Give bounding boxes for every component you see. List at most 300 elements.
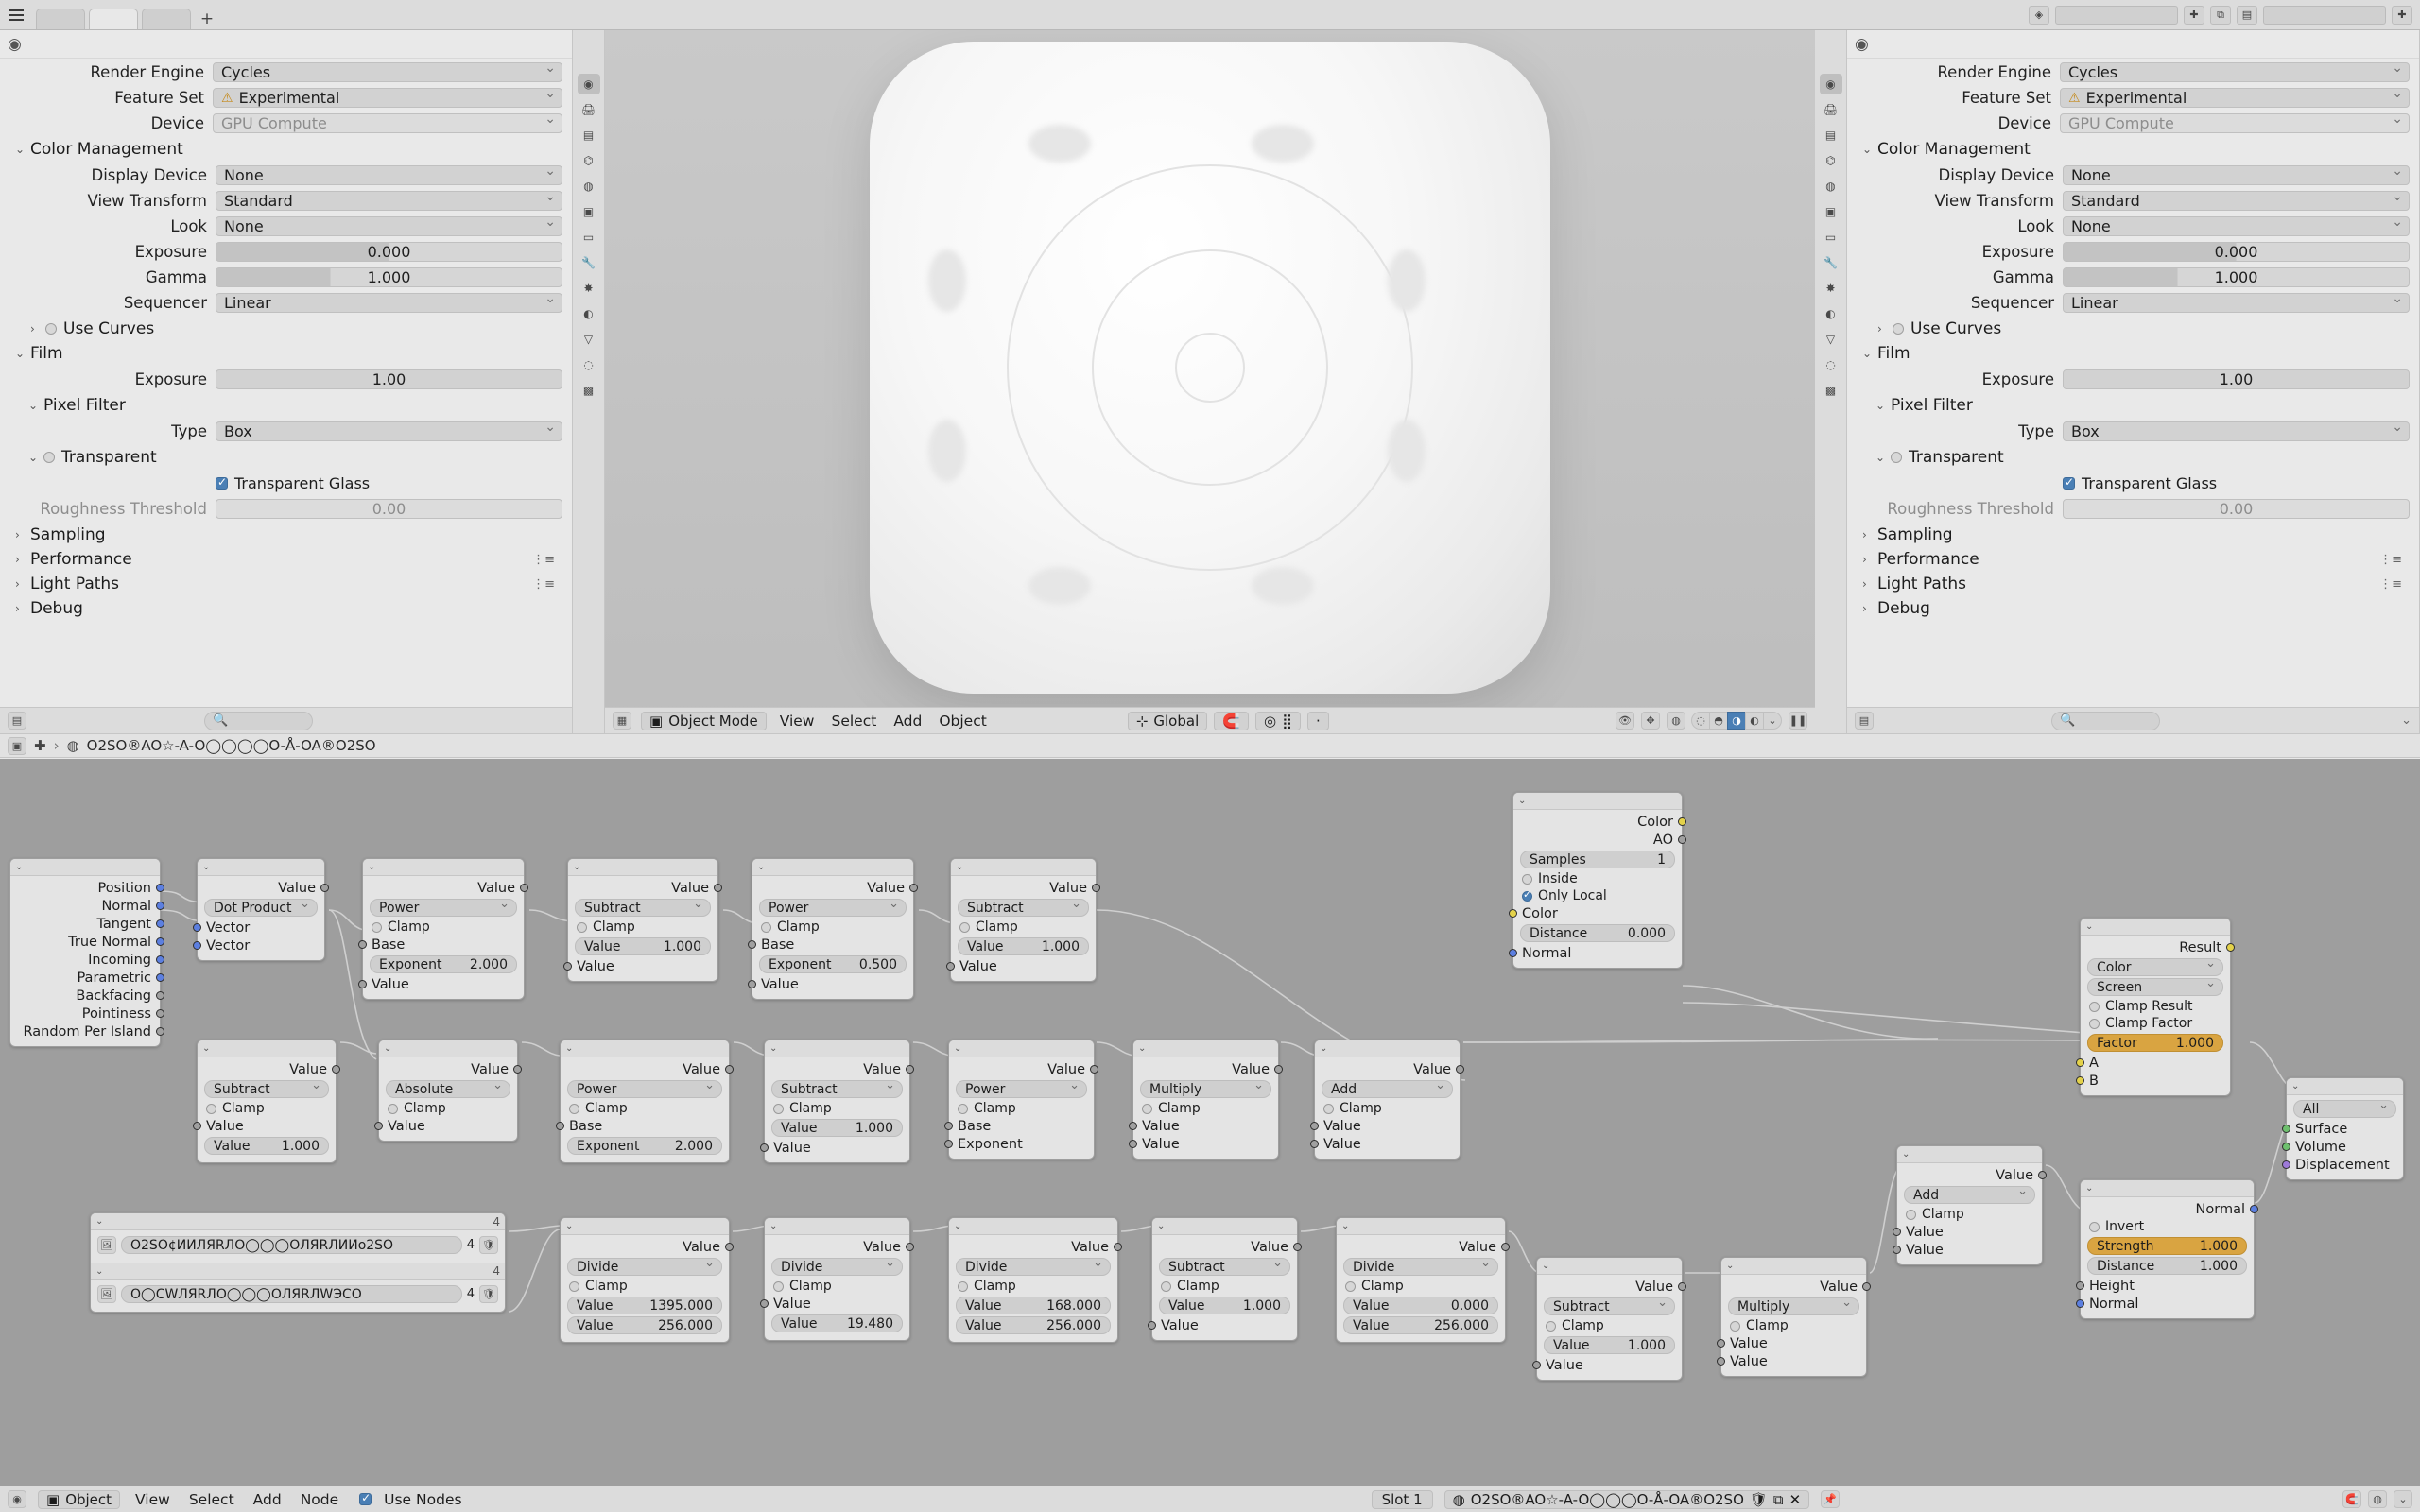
node-math-subtract-e[interactable] <box>1151 1217 1298 1341</box>
image-users-count-2[interactable]: 4 <box>466 1287 475 1301</box>
tab-particles-right[interactable]: ✸ <box>1825 282 1836 295</box>
clamp-checkbox[interactable] <box>1323 1104 1334 1114</box>
node-header[interactable] <box>198 859 324 876</box>
node-header[interactable] <box>765 1218 909 1235</box>
node-geometry[interactable] <box>9 858 161 1047</box>
clamp-row[interactable]: Clamp <box>1133 1100 1278 1117</box>
clamp-checkbox[interactable] <box>1730 1321 1740 1332</box>
operation-dropdown[interactable]: Subtract ⌄ <box>958 899 1089 917</box>
image-users-count-1[interactable]: 4 <box>466 1238 475 1252</box>
node-math-power-b[interactable] <box>752 858 914 1000</box>
clamp-row[interactable]: Clamp <box>949 1278 1117 1295</box>
section-transparent[interactable] <box>0 445 572 470</box>
node-header[interactable] <box>951 859 1096 876</box>
section-light-paths-right[interactable] <box>1847 572 2419 596</box>
clamp-row[interactable]: Clamp <box>198 1100 336 1117</box>
socket-value-in-1[interactable]: Value <box>1721 1334 1866 1352</box>
tab-collection-right[interactable]: ▣ <box>1824 205 1837 218</box>
tab-world-left[interactable]: ◍ <box>583 180 594 193</box>
performance-extra-icon[interactable]: ⋮≡ <box>532 552 555 567</box>
operation-dropdown[interactable]: Divide ⌄ <box>771 1258 903 1276</box>
socket-value-out[interactable]: Value <box>561 1060 729 1078</box>
section-performance[interactable] <box>0 547 572 572</box>
operation-dropdown[interactable]: Add ⌄ <box>1904 1186 2035 1204</box>
filter-type-dropdown-right[interactable]: Box ⌄ <box>2063 421 2410 441</box>
clamp-checkbox[interactable] <box>206 1104 216 1114</box>
socket-color-in[interactable]: Color <box>1513 904 1682 922</box>
image-icon-2[interactable]: 🖼 <box>97 1285 116 1303</box>
tab-world-right[interactable]: ◍ <box>1825 180 1836 193</box>
add-icon-breadcrumb[interactable]: ✚ <box>34 737 46 754</box>
socket-value-in[interactable]: Value <box>363 975 524 993</box>
socket-value-out[interactable]: Value <box>949 1238 1117 1256</box>
tab-constraints-right[interactable]: ▽ <box>1825 333 1836 346</box>
socket-normal-out[interactable]: Normal <box>2081 1200 2254 1218</box>
section-film[interactable] <box>0 341 572 366</box>
socket-value-out[interactable]: Value <box>1537 1278 1682 1296</box>
viewport-menu-view[interactable]: View <box>779 712 815 730</box>
clamp-row[interactable]: Clamp <box>1897 1206 2042 1223</box>
socket-result-out[interactable]: Result <box>2081 938 2230 956</box>
socket-value-out[interactable]: Value <box>1152 1238 1297 1256</box>
use-nodes-toggle[interactable] <box>359 1491 461 1508</box>
node-menu-node[interactable]: Node <box>300 1490 339 1508</box>
exponent-field[interactable]: Exponent 2.000 <box>370 955 517 973</box>
socket-value-out[interactable]: Value <box>949 1060 1094 1078</box>
node-math-divide-b[interactable] <box>764 1217 910 1341</box>
gizmo-icon[interactable]: ✥ <box>1641 712 1660 730</box>
socket-parametric[interactable]: Parametric <box>10 969 160 987</box>
tab-data-left[interactable]: ◌ <box>583 358 594 371</box>
socket-value-out[interactable]: Value <box>1721 1278 1866 1296</box>
node-bump[interactable] <box>2080 1179 2255 1319</box>
tab-scene-left[interactable]: ⌬ <box>583 154 594 167</box>
main-menu-icon[interactable] <box>0 0 32 30</box>
socket-value-in[interactable]: Value <box>568 957 717 975</box>
socket-base[interactable]: Base <box>752 936 913 954</box>
new-scene-icon[interactable]: ✚ <box>2184 6 2204 25</box>
socket-true-normal[interactable]: True Normal <box>10 933 160 951</box>
clamp-checkbox[interactable] <box>569 1281 579 1292</box>
section-debug[interactable] <box>0 596 572 621</box>
node-header[interactable] <box>1721 1258 1866 1275</box>
socket-value-in-2[interactable]: Value <box>1897 1241 2042 1259</box>
socket-value-out[interactable]: Value <box>363 879 524 897</box>
node-header[interactable] <box>363 859 524 876</box>
operation-dropdown[interactable]: Divide ⌄ <box>567 1258 722 1276</box>
section-debug-right[interactable] <box>1847 596 2419 621</box>
render-engine-dropdown-right[interactable]: Cycles ⌄ <box>2060 62 2410 82</box>
socket-value-out[interactable]: Value <box>951 879 1096 897</box>
clamp-checkbox[interactable] <box>958 1281 968 1292</box>
clamp-row[interactable]: Clamp <box>951 919 1096 936</box>
node-vector-math-dot-product[interactable] <box>197 858 325 961</box>
exposure-slider-cm[interactable]: 0.000 <box>216 242 562 262</box>
value-field-1[interactable]: Value 0.000 <box>1343 1297 1498 1314</box>
value-field-1[interactable]: Value 1.000 <box>958 937 1089 955</box>
status-extra-icon-right[interactable]: ⌄ <box>2401 713 2411 728</box>
operation-dropdown[interactable]: Power ⌄ <box>567 1080 722 1098</box>
render-engine-dropdown[interactable]: Cycles ⌄ <box>213 62 562 82</box>
clamp-row[interactable]: Clamp <box>765 1100 909 1117</box>
operation-dropdown[interactable]: Divide ⌄ <box>1343 1258 1498 1276</box>
editor-type-icon-viewport[interactable]: ▦ <box>613 712 631 730</box>
tab-physics-left[interactable]: ◐ <box>583 307 594 320</box>
clamp-checkbox[interactable] <box>388 1104 398 1114</box>
socket-value-in[interactable]: Value <box>765 1295 909 1313</box>
shading-rendered-button[interactable]: ◐ <box>1745 712 1764 730</box>
node-math-divide-d[interactable] <box>1336 1217 1506 1343</box>
clamp-checkbox[interactable] <box>577 922 587 933</box>
exponent-field[interactable]: Exponent 0.500 <box>759 955 907 973</box>
tab-material-right[interactable]: ▩ <box>1824 384 1837 397</box>
sequencer-dropdown[interactable]: Linear ⌄ <box>216 293 562 313</box>
clamp-row[interactable]: Clamp <box>568 919 717 936</box>
viewport-canvas[interactable] <box>605 30 1815 733</box>
operation-dropdown[interactable]: Power ⌄ <box>956 1080 1087 1098</box>
tab-modifier-left[interactable]: 🔧 <box>581 256 596 269</box>
socket-incoming[interactable]: Incoming <box>10 951 160 969</box>
interaction-mode-dropdown[interactable] <box>641 712 767 730</box>
node-header[interactable] <box>561 1218 729 1235</box>
add-workspace-button[interactable]: + <box>199 9 215 28</box>
value-field-1[interactable]: Value 1.000 <box>1159 1297 1290 1314</box>
socket-value-out[interactable]: Value <box>1897 1166 2042 1184</box>
invert-checkbox[interactable] <box>2089 1222 2100 1232</box>
clamp-checkbox[interactable] <box>1546 1321 1556 1332</box>
strength-field[interactable]: Strength 1.000 <box>2087 1237 2247 1255</box>
clamp-row[interactable]: Clamp <box>752 919 913 936</box>
tab-viewlayer-left[interactable]: ▤ <box>582 129 595 142</box>
node-header[interactable] <box>1133 1040 1278 1057</box>
section-light-paths[interactable] <box>0 572 572 596</box>
section-use-curves-right[interactable] <box>1847 317 2419 341</box>
viewport-menu-object[interactable]: Object <box>939 712 987 730</box>
transparent-checkbox-right[interactable] <box>1891 452 1902 463</box>
pin-icon[interactable]: 📌 <box>1821 1490 1840 1508</box>
node-math-subtract-f[interactable] <box>1536 1257 1683 1381</box>
overlay-icon-node[interactable]: ◍ <box>2368 1490 2387 1508</box>
socket-value-out[interactable]: Value <box>1337 1238 1505 1256</box>
socket-value-in-1[interactable]: Value <box>1133 1117 1278 1135</box>
clamp-row[interactable]: Clamp <box>949 1100 1094 1117</box>
section-sampling[interactable] <box>0 523 572 547</box>
film-exposure-field-right[interactable]: 1.00 <box>2063 369 2410 389</box>
socket-normal[interactable]: Normal <box>10 897 160 915</box>
node-math-divide-c[interactable] <box>948 1217 1118 1343</box>
operation-dropdown[interactable]: Multiply ⌄ <box>1140 1080 1271 1098</box>
clamp-row[interactable]: Clamp <box>1537 1317 1682 1334</box>
section-sampling-right[interactable] <box>1847 523 2419 547</box>
value-field-2[interactable]: Value 19.480 <box>771 1314 903 1332</box>
node-header[interactable] <box>10 859 160 876</box>
clamp-factor-checkbox[interactable] <box>2089 1019 2100 1029</box>
socket-value-out[interactable]: Value <box>568 879 717 897</box>
node-math-absolute[interactable] <box>378 1040 518 1142</box>
only-local-checkbox[interactable] <box>1522 891 1532 902</box>
socket-value-in[interactable]: Value <box>765 1139 909 1157</box>
clamp-result-checkbox[interactable] <box>2089 1002 2100 1012</box>
node-header[interactable] <box>1897 1146 2042 1163</box>
socket-value-out[interactable]: Value <box>1315 1060 1460 1078</box>
image-name-field-1[interactable]: O2SO¢ИИЛЯRЛО◯◯◯ОЛЯRЛИИо2SO <box>121 1236 462 1254</box>
socket-base[interactable]: Base <box>949 1117 1094 1135</box>
tab-collection-left[interactable]: ▣ <box>582 205 595 218</box>
properties-search-input-right[interactable] <box>2051 712 2160 730</box>
node-math-add-b[interactable] <box>1896 1145 2043 1265</box>
socket-value-in[interactable]: Value <box>1152 1316 1297 1334</box>
node-math-multiply-a[interactable] <box>1132 1040 1279 1160</box>
workspace-tab-2[interactable] <box>89 9 138 29</box>
socket-pointiness[interactable]: Pointiness <box>10 1005 160 1022</box>
operation-dropdown[interactable]: Add ⌄ <box>1322 1080 1453 1098</box>
clamp-row[interactable]: Clamp <box>561 1278 729 1295</box>
operation-dropdown[interactable]: Subtract ⌄ <box>204 1080 329 1098</box>
node-header[interactable] <box>752 859 913 876</box>
value-field-2[interactable]: Value 256.000 <box>956 1316 1111 1334</box>
operation-dropdown[interactable]: Dot Product ⌄ <box>204 899 318 917</box>
socket-value-in-2[interactable]: Value <box>1315 1135 1460 1153</box>
clamp-row[interactable]: Clamp <box>1721 1317 1866 1334</box>
node-material-output[interactable] <box>2286 1077 2404 1180</box>
overlays-icon[interactable]: ◍ <box>1667 712 1685 730</box>
node-math-power-a[interactable] <box>362 858 525 1000</box>
shading-material-button[interactable]: ◑ <box>1727 712 1746 730</box>
view-transform-dropdown[interactable]: Standard ⌄ <box>216 191 562 211</box>
properties-search-input-left[interactable] <box>204 712 313 730</box>
inside-checkbox[interactable] <box>1522 874 1532 885</box>
operation-dropdown[interactable]: Power ⌄ <box>759 899 907 917</box>
node-header[interactable] <box>561 1040 729 1057</box>
workspace-tab-1[interactable] <box>36 9 85 29</box>
socket-tangent[interactable]: Tangent <box>10 915 160 933</box>
shading-options-button[interactable]: ⌄ <box>1763 712 1782 730</box>
node-header[interactable] <box>949 1218 1117 1235</box>
socket-value-in[interactable]: Value <box>198 1117 336 1135</box>
clamp-checkbox[interactable] <box>1345 1281 1356 1292</box>
device-dropdown[interactable]: GPU Compute ⌄ <box>213 113 562 133</box>
data-type-dropdown[interactable]: Color ⌄ <box>2087 958 2223 976</box>
viewlayer-icon[interactable]: ▤ <box>2237 6 2257 25</box>
clamp-row[interactable]: Clamp <box>1152 1278 1297 1295</box>
socket-value-in[interactable]: Value <box>1537 1356 1682 1374</box>
performance-extra-icon-right[interactable]: ⋮≡ <box>2379 552 2402 567</box>
lightpaths-extra-icon[interactable]: ⋮≡ <box>532 576 555 592</box>
section-performance-right[interactable] <box>1847 547 2419 572</box>
operation-dropdown[interactable]: Subtract ⌄ <box>1159 1258 1290 1276</box>
socket-displacement-in[interactable]: Displacement <box>2287 1156 2403 1174</box>
samples-field[interactable]: Samples 1 <box>1520 850 1675 868</box>
operation-dropdown[interactable]: Subtract ⌄ <box>771 1080 903 1098</box>
shield-icon[interactable]: 🛡 <box>1749 1490 1768 1508</box>
look-dropdown[interactable]: None ⌄ <box>216 216 562 236</box>
socket-b-in[interactable]: B <box>2081 1072 2230 1090</box>
tab-object-left[interactable]: ▭ <box>582 231 595 244</box>
socket-value-out[interactable]: Value <box>198 1060 336 1078</box>
clamp-checkbox[interactable] <box>1906 1210 1916 1220</box>
blend-mode-dropdown[interactable]: Screen ⌄ <box>2087 978 2223 996</box>
node-header[interactable] <box>765 1040 909 1057</box>
clamp-checkbox[interactable] <box>1142 1104 1152 1114</box>
socket-exponent[interactable]: Exponent <box>949 1135 1094 1153</box>
socket-value-out[interactable]: Value <box>752 879 913 897</box>
socket-volume-in[interactable]: Volume <box>2287 1138 2403 1156</box>
node-math-multiply-b[interactable] <box>1720 1257 1867 1377</box>
clamp-checkbox[interactable] <box>761 922 771 933</box>
tab-output-left[interactable]: 🖨 <box>580 103 596 116</box>
socket-value-in[interactable]: Value <box>379 1117 517 1135</box>
tab-modifier-right[interactable]: 🔧 <box>1824 256 1838 269</box>
only-local-row[interactable]: ✓ Only Local <box>1513 887 1682 904</box>
socket-value-in-1[interactable]: Value <box>1315 1117 1460 1135</box>
clamp-row[interactable]: Clamp <box>561 1100 729 1117</box>
section-transparent-right[interactable] <box>1847 445 2419 470</box>
clamp-row[interactable]: Clamp <box>765 1278 909 1295</box>
socket-value-out[interactable]: Value <box>379 1060 517 1078</box>
clamp-row[interactable]: Clamp <box>1337 1278 1505 1295</box>
film-exposure-field[interactable]: 1.00 <box>216 369 562 389</box>
node-header[interactable] <box>949 1040 1094 1057</box>
clamp-checkbox[interactable] <box>959 922 970 933</box>
node-math-add-a[interactable] <box>1314 1040 1461 1160</box>
value-field-2[interactable]: Value 256.000 <box>1343 1316 1498 1334</box>
editor-type-icon-node[interactable]: ◉ <box>8 1490 26 1508</box>
socket-value-out[interactable]: Value <box>561 1238 729 1256</box>
editor-type-icon-left[interactable]: ▤ <box>8 712 26 730</box>
use-curves-checkbox-right[interactable] <box>1893 323 1904 335</box>
exponent-field[interactable]: Exponent 2.000 <box>567 1137 722 1155</box>
node-math-power-d[interactable] <box>948 1040 1095 1160</box>
factor-field[interactable]: Factor 1.000 <box>2087 1034 2223 1052</box>
shader-type-dropdown[interactable] <box>38 1490 120 1509</box>
look-dropdown-right[interactable]: None ⌄ <box>2063 216 2410 236</box>
socket-random-per-island[interactable]: Random Per Island <box>10 1022 160 1040</box>
use-nodes-checkbox[interactable] <box>359 1493 372 1505</box>
socket-value-out[interactable]: Value <box>765 1060 909 1078</box>
node-header[interactable] <box>91 1213 505 1230</box>
socket-backfacing[interactable]: Backfacing <box>10 987 160 1005</box>
clamp-checkbox[interactable] <box>958 1104 968 1114</box>
shader-node-editor[interactable] <box>0 759 2420 1512</box>
section-use-curves[interactable] <box>0 317 572 341</box>
clamp-checkbox[interactable] <box>372 922 382 933</box>
clamp-row[interactable]: Clamp <box>1315 1100 1460 1117</box>
gamma-slider-right[interactable]: 1.000 <box>2063 267 2410 287</box>
socket-normal-in[interactable]: Normal <box>2081 1295 2254 1313</box>
target-dropdown[interactable]: All ⌄ <box>2293 1100 2396 1118</box>
socket-vector-2[interactable]: Vector <box>198 936 324 954</box>
transform-orientation-dropdown[interactable] <box>1128 712 1207 730</box>
socket-base[interactable]: Base <box>363 936 524 954</box>
node-mix-rgb-screen[interactable] <box>2080 918 2231 1096</box>
image-icon-1[interactable]: 🖼 <box>97 1236 116 1254</box>
device-dropdown-right[interactable]: GPU Compute ⌄ <box>2060 113 2410 133</box>
section-color-management-right[interactable] <box>1847 137 2419 162</box>
node-header[interactable] <box>2081 1180 2254 1197</box>
tab-material-left[interactable]: ▩ <box>582 384 595 397</box>
value-field-2[interactable]: Value 1.000 <box>204 1137 329 1155</box>
socket-value-in-2[interactable]: Value <box>1721 1352 1866 1370</box>
socket-position[interactable]: Position <box>10 879 160 897</box>
feature-set-dropdown-right[interactable] <box>2060 88 2410 108</box>
clamp-row[interactable]: Clamp <box>363 919 524 936</box>
roughness-threshold-field-right[interactable]: 0.00 <box>2063 499 2410 519</box>
section-film-right[interactable] <box>1847 341 2419 366</box>
viewport-menu-add[interactable]: Add <box>893 712 923 730</box>
node-header[interactable] <box>198 1040 336 1057</box>
clamp-factor-row[interactable]: Clamp Factor <box>2081 1015 2230 1032</box>
snapping-toggle[interactable] <box>1214 712 1249 730</box>
value-field-1[interactable]: Value 1395.000 <box>567 1297 722 1314</box>
snap-icon-node[interactable]: 🧲 <box>2342 1490 2361 1508</box>
roughness-threshold-field[interactable]: 0.00 <box>216 499 562 519</box>
node-math-power-c[interactable] <box>560 1040 730 1163</box>
socket-height-in[interactable]: Height <box>2081 1277 2254 1295</box>
tab-constraints-left[interactable]: ▽ <box>583 333 594 346</box>
section-color-management[interactable] <box>0 137 572 162</box>
material-datablock[interactable] <box>1444 1490 1810 1509</box>
node-header[interactable] <box>568 859 717 876</box>
clamp-checkbox[interactable] <box>773 1104 784 1114</box>
add-viewlayer-icon[interactable]: ✚ <box>2392 6 2412 25</box>
feature-set-dropdown[interactable] <box>213 88 562 108</box>
clamp-checkbox[interactable] <box>1161 1281 1171 1292</box>
gamma-slider[interactable]: 1.000 <box>216 267 562 287</box>
proportional-edit-toggle[interactable] <box>1255 712 1301 730</box>
viewlayer-field[interactable] <box>2263 6 2386 25</box>
copy-scene-icon[interactable]: ⧉ <box>2210 6 2231 25</box>
node-menu-view[interactable]: View <box>135 1490 170 1508</box>
sequencer-dropdown-right[interactable]: Linear ⌄ <box>2063 293 2410 313</box>
transparent-glass-checkbox[interactable] <box>216 477 228 490</box>
node-header[interactable] <box>1513 793 1682 810</box>
operation-dropdown[interactable]: Divide ⌄ <box>956 1258 1111 1276</box>
operation-dropdown[interactable]: Power ⌄ <box>370 899 517 917</box>
transparent-checkbox[interactable] <box>43 452 55 463</box>
operation-dropdown[interactable]: Subtract ⌄ <box>575 899 711 917</box>
socket-a-in[interactable]: A <box>2081 1054 2230 1072</box>
clamp-checkbox[interactable] <box>773 1281 784 1292</box>
distance-field[interactable]: Distance 0.000 <box>1520 924 1675 942</box>
node-header[interactable] <box>2081 919 2230 936</box>
operation-dropdown[interactable]: Multiply ⌄ <box>1728 1297 1859 1315</box>
clamp-row[interactable]: Clamp <box>379 1100 517 1117</box>
shading-solid-button[interactable]: ◓ <box>1709 712 1728 730</box>
close-icon[interactable]: ✕ <box>1789 1490 1802 1508</box>
viewport-menu-select[interactable]: Select <box>831 712 877 730</box>
node-header[interactable] <box>379 1040 517 1057</box>
socket-value-in[interactable]: Value <box>951 957 1096 975</box>
socket-normal-in[interactable]: Normal <box>1513 944 1682 962</box>
socket-value-in-1[interactable]: Value <box>1897 1223 2042 1241</box>
node-header[interactable] <box>1315 1040 1460 1057</box>
socket-value-in[interactable]: Value <box>752 975 913 993</box>
node-math-subtract-d[interactable] <box>764 1040 910 1163</box>
node-menu-select[interactable]: Select <box>188 1490 234 1508</box>
node-math-subtract-b[interactable] <box>950 858 1097 982</box>
node-math-subtract-a[interactable] <box>567 858 718 982</box>
socket-value-out[interactable]: Value <box>1133 1060 1278 1078</box>
node-math-subtract-c[interactable] <box>197 1040 337 1163</box>
view-transform-dropdown-right[interactable]: Standard ⌄ <box>2063 191 2410 211</box>
socket-value-in-2[interactable]: Value <box>1133 1135 1278 1153</box>
node-ambient-occlusion[interactable] <box>1512 792 1683 969</box>
value-field-1[interactable]: Value 1.000 <box>575 937 711 955</box>
options-icon-node[interactable]: ⌄ <box>2394 1490 2412 1508</box>
image-shield-icon-1[interactable]: 🛡 <box>479 1236 498 1254</box>
node-header-2[interactable] <box>91 1263 505 1280</box>
scene-field[interactable] <box>2055 6 2178 25</box>
